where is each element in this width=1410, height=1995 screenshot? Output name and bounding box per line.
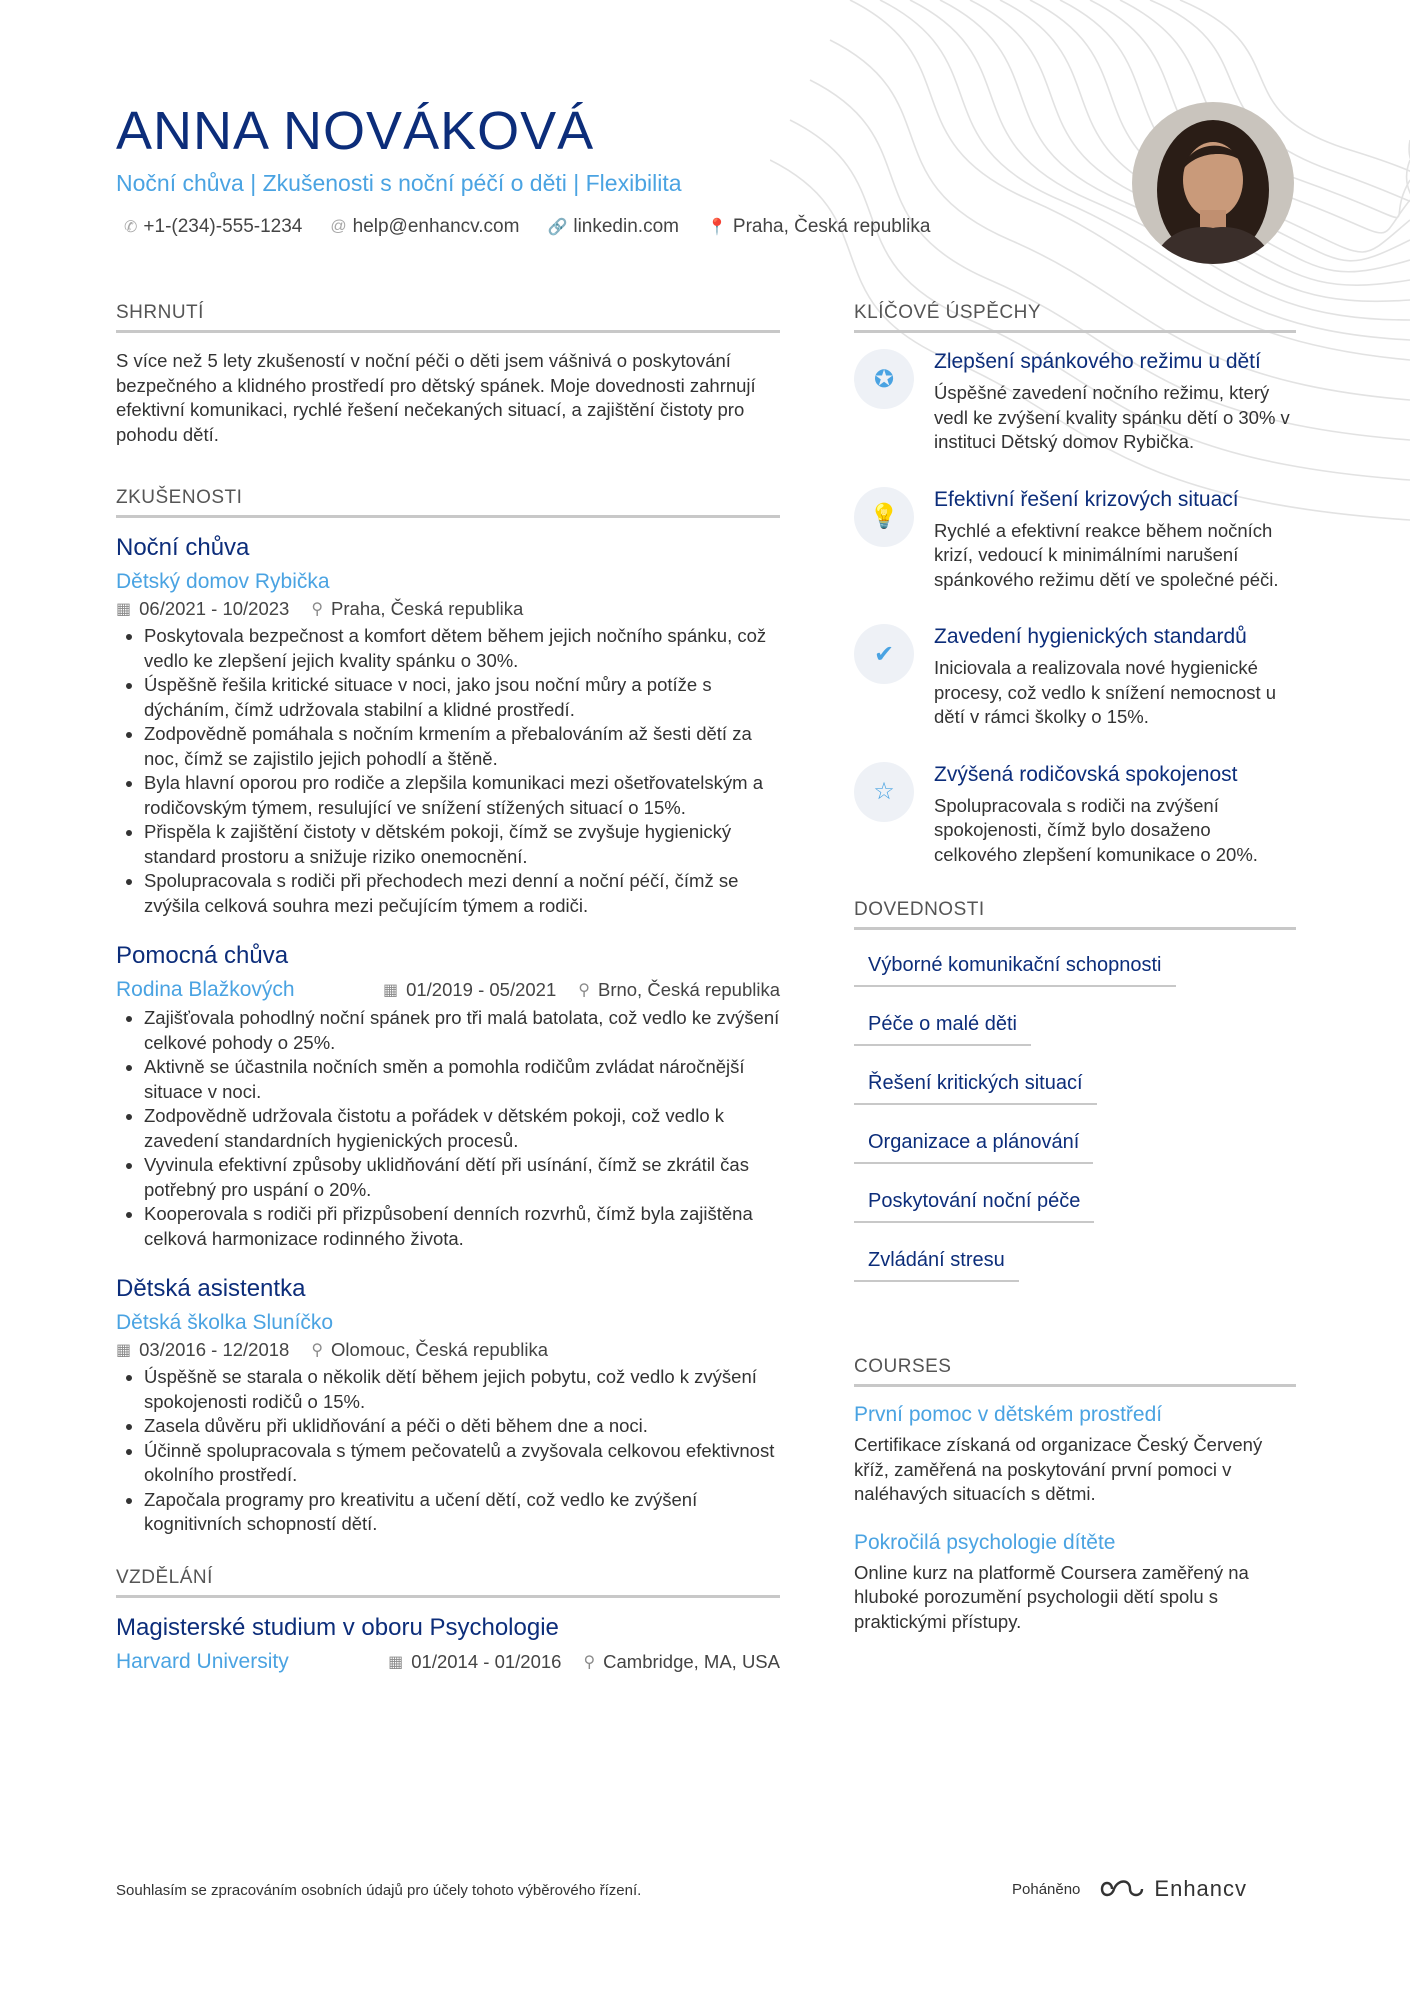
achievement-text: Spolupracovala s rodiči na zvýšení spokojenosti, čímž bylo dosaženo celkového zlepšení komunikace o 20%. [934,794,1258,865]
summary-title: SHRNUTÍ [116,302,780,333]
skill-tag: Péče o malé děti [854,1005,1031,1046]
list-item: • Byla hlavní oporou pro rodiče a zlepšila komunikaci mezi ošetřovatelským a rodičovským týmem, resulující ve snížení stížených situací o 15%. [144,771,780,820]
job-location: Brno, Česká republika [597,979,780,1000]
experience-title: ZKUŠENOSTI [116,487,780,518]
job-location: Praha, Česká republika [331,598,524,619]
list-item: • Zodpovědně udržovala čistotu a pořádek v dětském pokoji, což vedlo k zavedení standardních hygienických procesů. [144,1104,780,1153]
location-pin-icon: 📍 [706,219,727,236]
phone-text: +1-(234)-555-1234 [143,216,303,237]
job-dates: 06/2021 - 10/2023 [139,598,290,619]
location-pin-icon: ⚲ [311,1342,324,1359]
award-icon: ✪ [854,349,914,409]
job-entry [116,942,780,1251]
job-company: Dětský domov Rybička [116,570,330,593]
course-title: První pomoc v dětském prostředí [854,1403,1163,1426]
list-item: • Zajišťovala pohodlný noční spánek pro tři malá batolata, což vedlo ke zvýšení celkové pohody o 25%. [144,1006,780,1055]
job-company: Dětská školka Sluníčko [116,1311,334,1334]
list-item: • Přispěla k zajištění čistoty v dětském pokoji, čímž se zvyšuje hygienický standard prostoru a snižuje riziko onemocnění. [144,820,780,869]
location-text: Praha, Česká republika [732,216,931,237]
list-item: • Úspěšně se starala o několik dětí během jejich pobytu, což vedlo k zvýšení spokojenosti rodičů o 15%. [144,1365,780,1414]
location-pin-icon: ⚲ [311,601,324,618]
course-text: Certifikace získaná od organizace Český Červený kříž, zaměřená na poskytování první pomoci v naléhavých situacích s dětmi. [854,1434,1263,1504]
job-title: Noční chůva [116,534,250,561]
skills-title: DOVEDNOSTI [854,899,1296,930]
skill-tag: Výborné komunikační schopnosti [854,946,1176,987]
star-icon: ☆ [854,762,914,822]
left-column [116,302,780,1714]
education-meta [388,1651,780,1673]
job-meta [116,598,780,620]
list-item: • Úspěšně řešila kritické situace v noci, jako jsou noční můry a potíže s dýcháním, čímž udržovala stabilní a klidné prostředí. [144,673,780,722]
education-title: VZDĚLÁNÍ [116,1567,780,1598]
achievement-title: Zvýšená rodičovská spokojenost [934,762,1238,786]
summary-section [116,302,780,447]
job-title: Dětská asistentka [116,1275,306,1302]
link-icon: 🔗 [547,219,568,236]
course-item [854,1403,1296,1507]
job-dates: 01/2019 - 05/2021 [406,979,557,1000]
location-pin-icon: ⚲ [578,982,590,999]
list-item: • Zodpovědně pomáhala s nočním krmením a přebalováním až šesti dětí za noc, čímž se zajistilo jejich pohodlí a štěně. [144,722,780,771]
list-item: • Poskytovala bezpečnost a komfort dětem během jejich nočního spánku, což vedlo ke zlepšení jejich kvality spánku o 30%. [144,624,780,673]
phone-icon: ✆ [124,219,138,236]
job-company-row [116,978,780,1002]
contact-email[interactable] [330,216,519,238]
achievement-text: Rychlé a efektivní reakce během nočních krizí, vedoucí k minimálními narušení spánkového režimu dětí ve společné péči. [934,519,1279,590]
degree-title: Magisterské studium v oboru Psychologie [116,1613,559,1641]
calendar-icon: ▦ [116,601,132,618]
right-column [854,302,1296,1674]
achievement-item [854,624,1296,730]
consent-text: Souhlasím se zpracováním osobních údajů pro účely tohoto výběrového řízení. [116,1882,642,1899]
summary-text: S více než 5 lety zkušeností v noční péči o děti jsem vášnivá o poskytování bezpečného a klidného prostředí pro dětský spánek. Moje dovednosti zahrnují efektivní komunikaci, rychlé řešení nečekaných situací, a zajištění čistoty pro pohodu dětí. [116,350,756,445]
resume-header [116,100,1096,238]
course-item [854,1531,1296,1635]
achievement-title: Efektivní řešení krizových situací [934,487,1239,511]
skill-tag: Poskytování noční péče [854,1182,1094,1223]
list-item: • Zasela důvěru při uklidňování a péči o děti během dne a noci. [144,1414,780,1439]
skill-tag: Zvládání stresu [854,1241,1019,1282]
courses-section [854,1356,1296,1634]
enhancv-logo[interactable] [1100,1876,1247,1902]
job-bullets [116,1365,780,1537]
skill-tag: Řešení kritických situací [854,1064,1097,1105]
brand-name: Enhancv [1154,1876,1248,1901]
skills-list [854,946,1296,1300]
achievement-item [854,487,1296,593]
experience-section [116,487,780,1537]
course-text: Online kurz na platformě Coursera zaměřený na hluboké porozumění psychologii dětí spolu s praktickými přístupy. [854,1561,1249,1632]
achievement-item [854,762,1296,868]
job-bullets [116,1006,780,1251]
contact-phone[interactable] [124,216,302,238]
email-text: help@enhancv.com [352,216,520,237]
job-entry [116,534,780,918]
candidate-name: ANNA NOVÁKOVÁ [116,101,595,161]
achievements-section [854,302,1296,867]
list-item: • Započala programy pro kreativitu a učení dětí, což vedlo ke zvýšení kognitivních schopností dětí. [144,1488,780,1537]
powered-label: Poháněno [1012,1880,1081,1898]
achievement-title: Zlepšení spánkového režimu u dětí [934,350,1261,373]
job-company: Rodina Blažkových [116,978,295,1001]
courses-title: COURSES [854,1356,1296,1387]
education-section [116,1567,780,1674]
job-meta [383,979,780,1001]
candidate-headline: Noční chůva | Zkušenosti s noční péčí o děti | Flexibilita [116,170,682,196]
list-item: • Vyvinula efektivní způsoby uklidňování dětí při usínání, čímž se zkrátil čas potřebný pro uspání o 20%. [144,1153,780,1202]
contact-row [116,216,1096,238]
powered-by [1012,1876,1247,1902]
education-dates: 01/2014 - 01/2016 [411,1650,562,1672]
skill-tag: Organizace a plánování [854,1123,1093,1164]
list-item: • Aktivně se účastnila nočních směn a pomohla rodičům zvládat náročnější situace v noci. [144,1055,780,1104]
list-item: • Spolupracovala s rodiči při přechodech mezi denní a noční péčí, čímž se zvýšila celková souhra mezi pečujícím týmem a rodiči. [144,869,780,918]
contact-linkedin[interactable] [547,216,679,238]
calendar-icon: ▦ [382,982,399,999]
infinity-icon [1100,1877,1146,1901]
education-location: Cambridge, MA, USA [603,1650,780,1672]
job-title: Pomocná chůva [116,942,289,969]
calendar-icon: ▦ [388,1653,404,1671]
list-item: • Kooperovala s rodiči při přizpůsobení denních rozvrhů, čímž byla zajištěna celková harmonizace rodinného života. [144,1202,780,1251]
job-entry [116,1275,780,1537]
achievements-title: KLÍČOVÉ ÚSPĚCHY [854,302,1296,333]
calendar-icon: ▦ [116,1342,132,1359]
job-location: Olomouc, Česká republika [331,1339,548,1360]
job-dates: 03/2016 - 12/2018 [139,1339,290,1360]
achievement-title: Zavedení hygienických standardů [934,625,1247,648]
check-icon: ✔ [854,624,914,684]
achievement-text: Iniciovala a realizovala nové hygienické procesy, což vedlo k snížení nemocnost u dětí v rámci školky o 15%. [934,657,1277,727]
lightbulb-icon: 💡 [854,487,914,547]
list-item: • Účinně spolupracovala s týmem pečovatelů a zvyšovala celkovou efektivnost okolního prostředí. [144,1439,780,1488]
contact-location [707,216,930,238]
at-icon: @ [330,218,347,235]
job-bullets [116,624,780,918]
course-title: Pokročilá psychologie dítěte [854,1530,1116,1554]
school-name: Harvard University [116,1649,289,1673]
achievement-item [854,349,1296,455]
education-row [116,1650,780,1674]
achievement-text: Úspěšné zavedení nočního režimu, který vedl ke zvýšení kvality spánku dětí o 30% v instituci Dětský domov Rybička. [934,382,1290,452]
profile-photo [1132,102,1294,264]
location-pin-icon: ⚲ [583,1653,596,1671]
linkedin-text: linkedin.com [573,216,679,237]
skills-section [854,899,1296,1300]
job-meta [116,1339,780,1361]
